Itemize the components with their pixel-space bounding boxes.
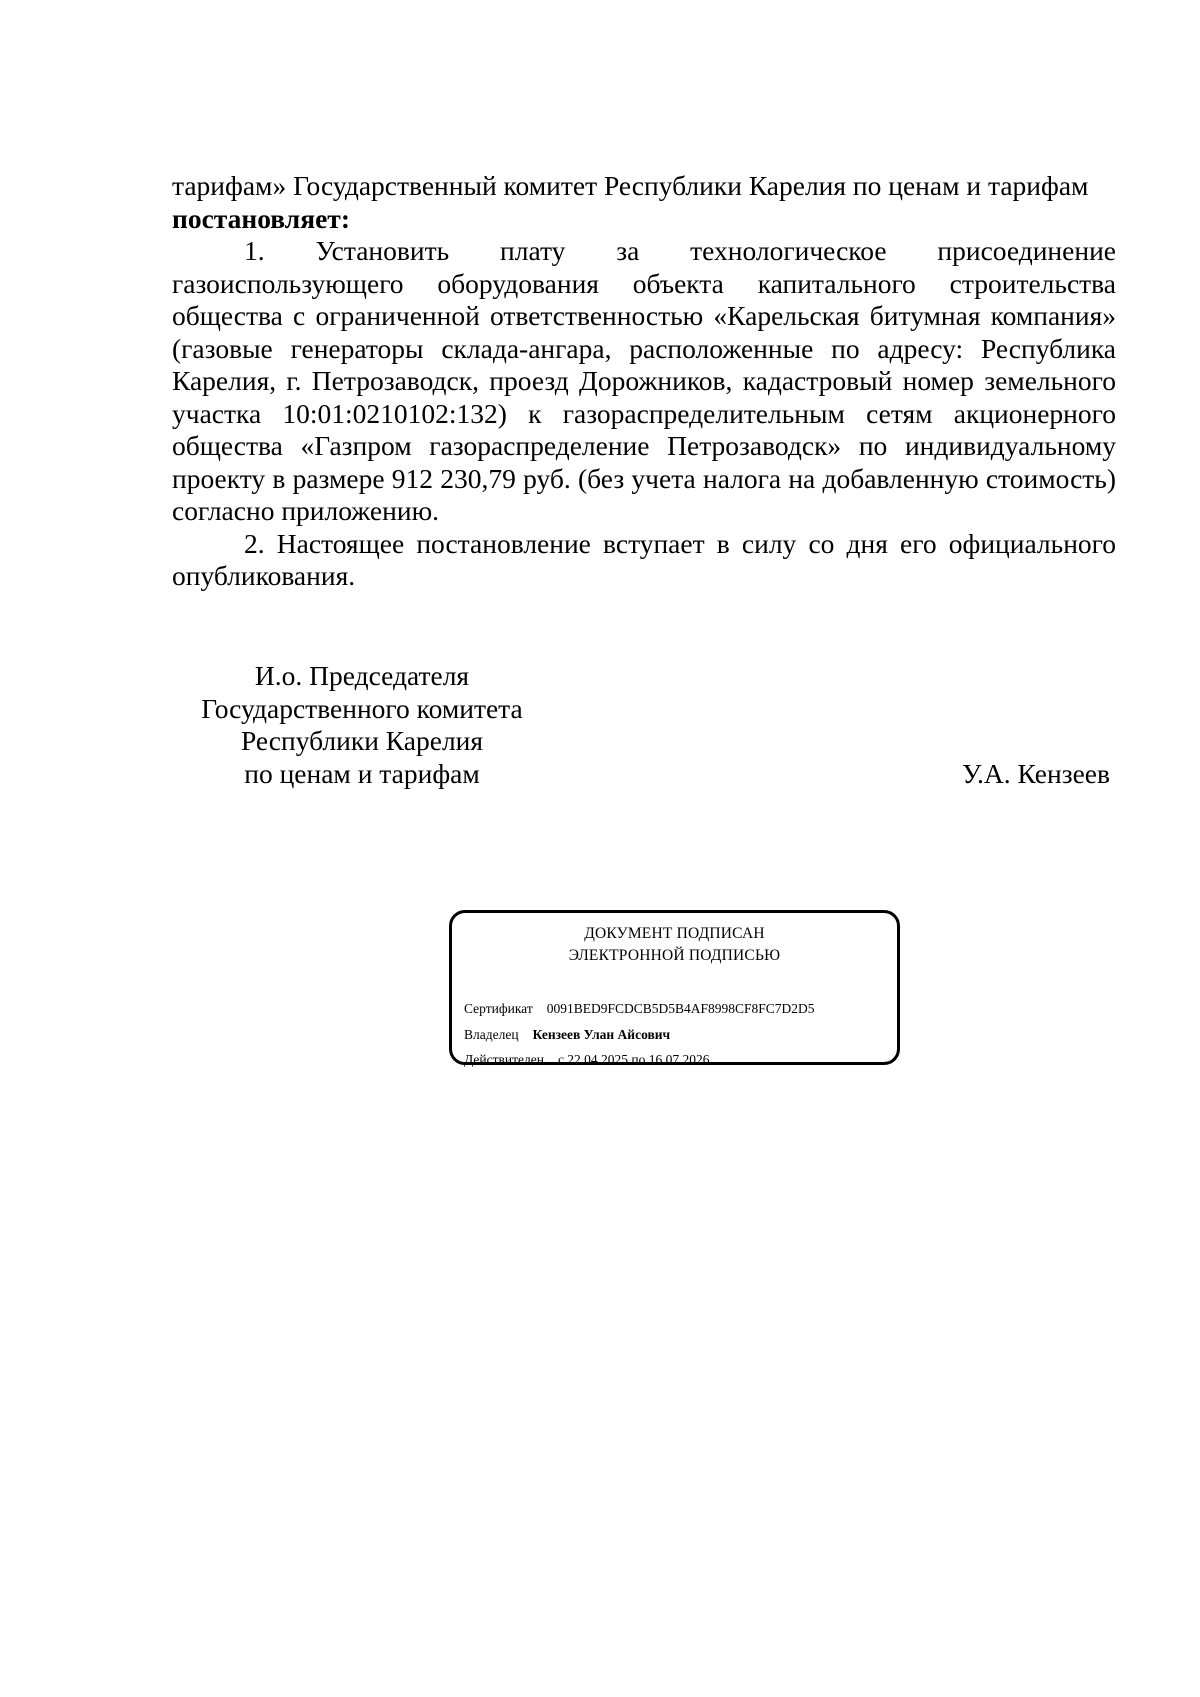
document-body: [172, 170, 1116, 593]
certificate-value: 0091BED9FCDCB5D5B4AF8998CF8FC7D2D5: [546, 1001, 815, 1016]
owner-value: Кензеев Улан Айсович: [532, 1027, 671, 1042]
stamp-owner-row: [464, 1026, 670, 1044]
signatory-title-line-1: И.о. Председателя: [254, 660, 470, 691]
stamp-title: [452, 923, 897, 967]
stamp-validity-row: [464, 1051, 710, 1069]
preamble-text: тарифам» Государственный комитет Республики Карелия по ценам и тарифам: [172, 170, 1089, 201]
item-1-paragraph: 1. Установить плату за технологическое присоединение газоиспользующего оборудования объекта капитального строительства общества с ограниченной ответственностью «Карельская битумная компания» (газовые генераторы склада-ангара, расположенные по адресу: Республика Карелия, г. Петрозаводск, проезд Дорожников, кадастровый номер земельного участка 10:01:0210102:132) к газораспределительным сетям акционерного общества «Газпром газораспределение Петрозаводск» по индивидуальному проекту в размере 912 230,79 руб. (без учета налога на добавленную стоимость) согласно приложению.: [172, 235, 1116, 526]
certificate-label: Сертификат: [464, 1001, 533, 1016]
signatory-name: У.А. Кензеев: [962, 758, 1110, 789]
stamp-title-line-2: ЭЛЕКТРОННОЙ ПОДПИСЬЮ: [568, 947, 781, 964]
resolution-keyword: постановляет:: [172, 202, 350, 234]
item-2-paragraph: 2. Настоящее постановление вступает в силу со дня его официального опубликования.: [172, 527, 1116, 591]
stamp-certificate-row: [464, 1000, 815, 1018]
signatory-title-line-3: Республики Карелия: [240, 725, 484, 756]
stamp-title-line-1: ДОКУМЕНТ ПОДПИСАН: [584, 925, 765, 942]
validity-value: с 22.04.2025 по 16.07.2026: [557, 1052, 710, 1067]
signatory-title-line-2: Государственного комитета: [201, 692, 523, 724]
signatory-title-block: [172, 660, 552, 790]
preamble-paragraph: [172, 170, 1116, 235]
owner-label: Владелец: [464, 1027, 519, 1042]
electronic-signature-stamp: [449, 910, 900, 1065]
signatory-title-line-4: по ценам и тарифам: [244, 757, 480, 789]
validity-label: Действителен: [464, 1052, 544, 1067]
